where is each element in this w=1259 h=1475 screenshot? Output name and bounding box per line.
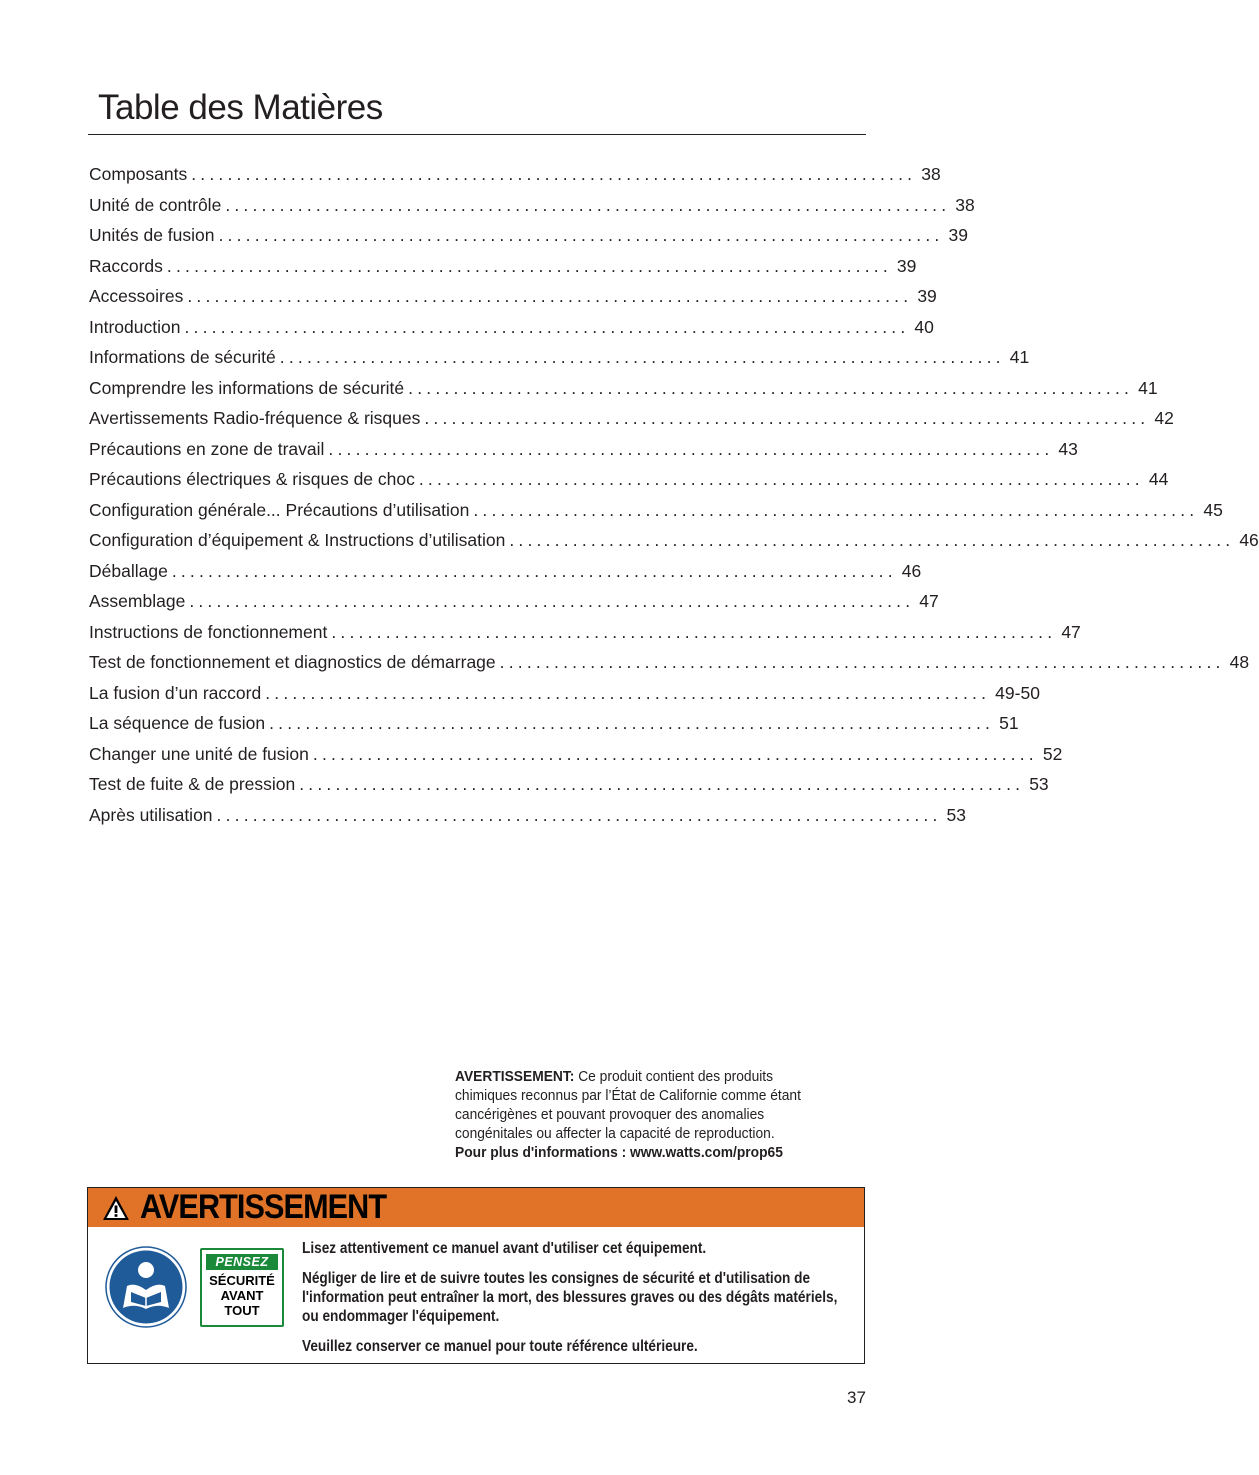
toc-entry-page: 49-50 — [995, 682, 1040, 703]
toc-entry-label: Avertissements Radio-fréquence & risques — [89, 408, 421, 428]
warning-paragraph: Négliger de lire et de suivre toutes les consignes de sécurité et d'utilisation de l'information peut entraîner la mort, des blessures graves ou des dégâts matériels, ou endommager l'équipement. — [302, 1270, 838, 1325]
toc-entry-page: 38 — [955, 194, 975, 215]
toc-dot-leader: ................................................................................ — [279, 347, 1005, 367]
toc-entry-label: Changer une unité de fusion — [89, 743, 309, 764]
toc-entry-label: Accessoires — [89, 286, 184, 306]
toc-entry[interactable] — [89, 438, 1078, 470]
toc-dot-leader: ................................................................................ — [189, 591, 915, 611]
toc-entry[interactable] — [89, 499, 1223, 531]
toc-dot-leader: ................................................................................ — [418, 469, 1144, 489]
toc-dot-leader: ................................................................................ — [218, 225, 944, 245]
page-number: 37 — [847, 1388, 866, 1407]
toc-entry[interactable] — [89, 652, 1250, 683]
page-title: Table des Matières — [98, 88, 383, 127]
toc-entry-label: Composants — [89, 164, 188, 184]
toc-entry-label: Unités de fusion — [89, 225, 215, 245]
toc-dot-leader: ................................................................................ — [166, 255, 892, 276]
sign-line-1: SÉCURITÉ — [209, 1273, 275, 1288]
warning-paragraph: Lisez attentivement ce manuel avant d'utiliser cet équipement. — [302, 1240, 707, 1257]
toc-entry[interactable] — [89, 804, 966, 836]
sign-line-3: TOUT — [224, 1303, 260, 1318]
toc-entry[interactable] — [89, 530, 1259, 561]
toc-entry-label: Assemblage — [89, 591, 186, 611]
toc-entry-label: Précautions électriques & risques de choc — [89, 469, 415, 489]
warning-paragraph: Veuillez conserver ce manuel pour toute référence ultérieure. — [302, 1338, 698, 1355]
warning-box — [87, 1187, 865, 1364]
toc-entry-label: Précautions en zone de travail — [89, 438, 325, 459]
toc-dot-leader: ................................................................................ — [225, 194, 951, 215]
toc-entry-page: 43 — [1058, 438, 1078, 459]
toc-entry-page: 51 — [999, 713, 1019, 733]
safety-first-sign — [200, 1248, 284, 1327]
toc-dot-leader: ................................................................................ — [408, 377, 1134, 398]
toc-dot-leader: ................................................................................ — [299, 774, 1025, 794]
toc-entry[interactable] — [89, 225, 968, 256]
toc-entry-page: 40 — [914, 316, 934, 337]
toc-entry-label: Test de fonctionnement et diagnostics de démarrage — [89, 652, 496, 672]
toc-entry[interactable] — [89, 316, 934, 348]
toc-entry-page: 39 — [896, 255, 917, 276]
toc-entry-label: Après utilisation — [89, 804, 213, 825]
toc-entry[interactable] — [89, 774, 1049, 805]
toc-entry-page: 39 — [917, 286, 937, 306]
toc-entry[interactable] — [89, 560, 922, 592]
toc-entry-page: 52 — [1042, 743, 1063, 764]
toc-entry-label: Déballage — [89, 560, 168, 581]
toc-dot-leader: ................................................................................ — [184, 316, 910, 337]
toc-entry[interactable] — [89, 743, 1063, 775]
toc-entry-page: 48 — [1229, 652, 1250, 672]
toc-entry[interactable] — [89, 621, 1081, 653]
sign-line-2: AVANT — [220, 1288, 264, 1303]
toc-entry-page: 46 — [901, 560, 922, 581]
toc-entry-label: La séquence de fusion — [89, 713, 266, 733]
table-of-contents — [89, 164, 1259, 835]
toc-dot-leader: ................................................................................ — [509, 530, 1235, 550]
warning-triangle-icon — [102, 1195, 130, 1221]
toc-entry-page: 44 — [1148, 469, 1169, 489]
toc-dot-leader: ................................................................................ — [265, 682, 991, 703]
warning-text — [302, 1239, 838, 1367]
toc-entry-page: 42 — [1154, 408, 1174, 428]
toc-entry[interactable] — [89, 377, 1158, 409]
toc-dot-leader: ................................................................................ — [331, 621, 1057, 642]
toc-entry-page: 53 — [946, 804, 966, 825]
toc-entry-label: Comprendre les informations de sécurité — [89, 377, 405, 398]
toc-entry[interactable] — [89, 408, 1174, 439]
toc-entry-label: Introduction — [89, 316, 181, 337]
toc-entry-page: 45 — [1203, 499, 1223, 520]
warning-title: AVERTISSEMENT — [140, 1188, 387, 1226]
toc-entry[interactable] — [89, 682, 1040, 714]
toc-dot-leader: ................................................................................ — [191, 164, 917, 184]
toc-entry-label: Instructions de fonctionnement — [89, 621, 328, 642]
toc-entry-page: 53 — [1029, 774, 1049, 794]
toc-entry-page: 41 — [1138, 377, 1158, 398]
toc-entry-page: 46 — [1239, 530, 1259, 550]
prop65-text: Ce produit contient des produits chimiques reconnus par l’État de Californie comme étant cancérigènes et pouvant provoquer des anomalies congénitales ou affecter la capacité de reproduction. — [455, 1068, 801, 1142]
toc-entry[interactable] — [89, 347, 1030, 378]
toc-entry[interactable] — [89, 286, 937, 317]
prop65-notice — [455, 1067, 834, 1162]
toc-dot-leader: ................................................................................ — [312, 743, 1038, 764]
toc-dot-leader: ................................................................................ — [269, 713, 995, 733]
toc-dot-leader: ................................................................................ — [171, 560, 897, 581]
prop65-link[interactable]: Pour plus d'informations : www.watts.com/prop65 — [455, 1144, 783, 1161]
toc-entry-page: 47 — [1061, 621, 1081, 642]
toc-entry[interactable] — [89, 713, 1019, 744]
warning-header — [88, 1188, 864, 1227]
toc-entry[interactable] — [89, 194, 975, 226]
toc-entry-page: 39 — [948, 225, 968, 245]
toc-dot-leader: ................................................................................ — [499, 652, 1225, 672]
toc-entry-label: Raccords — [89, 255, 163, 276]
toc-dot-leader: ................................................................................ — [216, 804, 942, 825]
toc-entry-page: 41 — [1009, 347, 1030, 367]
prop65-label: AVERTISSEMENT: — [455, 1068, 575, 1085]
toc-entry-label: Unité de contrôle — [89, 194, 222, 215]
toc-entry[interactable] — [89, 164, 941, 195]
toc-dot-leader: ................................................................................ — [328, 438, 1054, 459]
toc-entry-label: Informations de sécurité — [89, 347, 276, 367]
toc-entry[interactable] — [89, 591, 939, 622]
toc-entry-page: 47 — [919, 591, 939, 611]
toc-entry-label: Configuration générale... Précautions d’utilisation — [89, 499, 470, 520]
sign-top-text: PENSEZ — [206, 1254, 278, 1270]
toc-entry[interactable] — [89, 255, 917, 287]
toc-dot-leader: ................................................................................ — [473, 499, 1199, 520]
toc-entry-label: La fusion d’un raccord — [89, 682, 262, 703]
toc-entry[interactable] — [89, 469, 1169, 500]
read-manual-icon — [105, 1246, 187, 1328]
toc-entry-label: Test de fuite & de pression — [89, 774, 296, 794]
toc-entry-page: 38 — [921, 164, 941, 184]
toc-dot-leader: ................................................................................ — [187, 286, 913, 306]
toc-entry-label: Configuration d’équipement & Instructions d’utilisation — [89, 530, 506, 550]
toc-dot-leader: ................................................................................ — [424, 408, 1150, 428]
title-divider — [88, 134, 866, 135]
